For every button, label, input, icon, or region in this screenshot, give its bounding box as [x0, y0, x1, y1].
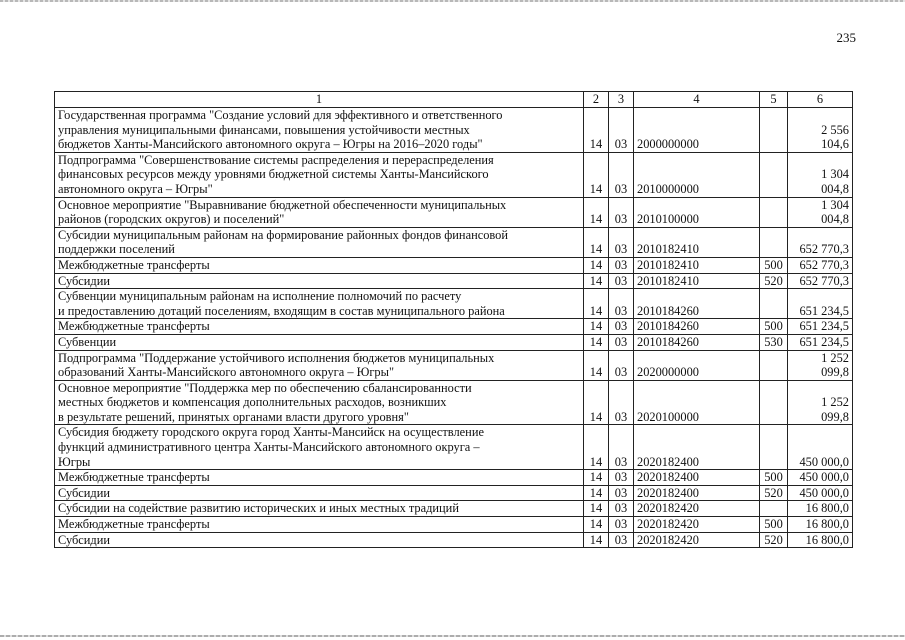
row-target-code: 2010100000	[634, 197, 760, 227]
table-row	[55, 152, 853, 197]
row-amount: 652 770,3	[788, 227, 853, 257]
row-section: 14	[584, 334, 609, 350]
row-target-code: 2010182410	[634, 273, 760, 289]
row-section: 14	[584, 470, 609, 486]
row-section: 14	[584, 227, 609, 257]
row-subsection: 03	[609, 197, 634, 227]
row-expense-type	[760, 289, 788, 319]
row-amount: 652 770,3	[788, 257, 853, 273]
row-name: Субсидии	[55, 532, 584, 548]
table-row	[55, 227, 853, 257]
table-row	[55, 289, 853, 319]
row-name: Субсидии	[55, 485, 584, 501]
row-target-code: 2010182410	[634, 257, 760, 273]
row-subsection: 03	[609, 380, 634, 425]
row-subsection: 03	[609, 273, 634, 289]
row-target-code: 2000000000	[634, 108, 760, 153]
row-section: 14	[584, 108, 609, 153]
row-expense-type: 500	[760, 517, 788, 533]
row-section: 14	[584, 197, 609, 227]
row-target-code: 2010184260	[634, 319, 760, 335]
row-section: 14	[584, 289, 609, 319]
row-amount: 16 800,0	[788, 517, 853, 533]
row-subsection: 03	[609, 319, 634, 335]
row-target-code: 2020182420	[634, 517, 760, 533]
row-section: 14	[584, 425, 609, 470]
row-target-code: 2010184260	[634, 289, 760, 319]
row-target-code: 2020100000	[634, 380, 760, 425]
row-section: 14	[584, 273, 609, 289]
row-target-code: 2020182400	[634, 470, 760, 486]
row-subsection: 03	[609, 425, 634, 470]
row-subsection: 03	[609, 470, 634, 486]
row-section: 14	[584, 485, 609, 501]
row-subsection: 03	[609, 257, 634, 273]
header-row	[55, 92, 853, 108]
row-expense-type	[760, 501, 788, 517]
row-expense-type	[760, 380, 788, 425]
row-name: Межбюджетные трансферты	[55, 517, 584, 533]
row-name: Основное мероприятие "Поддержка мер по обеспечению сбалансированности местных бюджетов и компенсация дополнительных расходов, возникших в результате решений, принятых органами власти другого уровня"	[55, 380, 584, 425]
budget-table	[54, 91, 853, 548]
row-amount: 16 800,0	[788, 532, 853, 548]
table-row	[55, 108, 853, 153]
row-subsection: 03	[609, 517, 634, 533]
row-target-code: 2020000000	[634, 350, 760, 380]
row-section: 14	[584, 257, 609, 273]
row-section: 14	[584, 501, 609, 517]
row-target-code: 2020182420	[634, 532, 760, 548]
row-target-code: 2010000000	[634, 152, 760, 197]
row-target-code: 2010184260	[634, 334, 760, 350]
row-expense-type: 500	[760, 470, 788, 486]
table-row	[55, 470, 853, 486]
row-target-code: 2020182400	[634, 485, 760, 501]
row-name: Подпрограмма "Поддержание устойчивого исполнения бюджетов муниципальных образований Ханты-Мансийского автономного округа – Югры"	[55, 350, 584, 380]
row-name: Субвенции	[55, 334, 584, 350]
row-amount: 651 234,5	[788, 319, 853, 335]
header-cell: 4	[634, 92, 760, 108]
row-expense-type	[760, 108, 788, 153]
row-name: Субвенции муниципальным районам на исполнение полномочий по расчету и предоставлению дотаций поселениям, входящим в состав муниципального района	[55, 289, 584, 319]
row-name: Государственная программа "Создание условий для эффективного и ответственного управления муниципальными финансами, повышения устойчивости местных бюджетов Ханты-Мансийского автономного округа – Югры на 2016–2020 годы"	[55, 108, 584, 153]
row-subsection: 03	[609, 485, 634, 501]
row-subsection: 03	[609, 532, 634, 548]
page-number: 235	[836, 30, 856, 45]
row-amount: 450 000,0	[788, 485, 853, 501]
row-amount: 450 000,0	[788, 425, 853, 470]
row-name: Межбюджетные трансферты	[55, 470, 584, 486]
row-section: 14	[584, 517, 609, 533]
row-name: Основное мероприятие "Выравнивание бюджетной обеспеченности муниципальных районов (городских округов) и поселений"	[55, 197, 584, 227]
row-name: Субсидии на содействие развитию исторических и иных местных традиций	[55, 501, 584, 517]
table-row	[55, 319, 853, 335]
scan-bottom-edge	[0, 635, 905, 637]
table-row	[55, 257, 853, 273]
table-row	[55, 350, 853, 380]
row-amount: 651 234,5	[788, 334, 853, 350]
row-section: 14	[584, 319, 609, 335]
row-subsection: 03	[609, 350, 634, 380]
row-target-code: 2020182400	[634, 425, 760, 470]
row-subsection: 03	[609, 334, 634, 350]
row-amount: 450 000,0	[788, 470, 853, 486]
row-expense-type	[760, 152, 788, 197]
table-row	[55, 334, 853, 350]
row-expense-type: 520	[760, 485, 788, 501]
row-amount: 2 556 104,6	[788, 108, 853, 153]
table-row	[55, 501, 853, 517]
row-name: Подпрограмма "Совершенствование системы распределения и перераспределения финансовых ресурсов между уровнями бюджетной системы Ханты-Мансийского автономного округа – Югры"	[55, 152, 584, 197]
row-section: 14	[584, 350, 609, 380]
table-row	[55, 380, 853, 425]
row-expense-type: 520	[760, 273, 788, 289]
row-name: Межбюджетные трансферты	[55, 319, 584, 335]
row-expense-type	[760, 425, 788, 470]
row-amount: 1 252 099,8	[788, 350, 853, 380]
row-name: Субсидии	[55, 273, 584, 289]
row-subsection: 03	[609, 289, 634, 319]
row-amount: 1 304 004,8	[788, 152, 853, 197]
scan-top-edge	[0, 0, 905, 2]
row-name: Субсидии муниципальным районам на формирование районных фондов финансовой поддержки поселений	[55, 227, 584, 257]
table-row	[55, 197, 853, 227]
table-body	[55, 108, 853, 548]
row-target-code: 2010182410	[634, 227, 760, 257]
row-subsection: 03	[609, 227, 634, 257]
row-expense-type	[760, 227, 788, 257]
header-cell: 5	[760, 92, 788, 108]
row-section: 14	[584, 532, 609, 548]
header-cell: 3	[609, 92, 634, 108]
row-amount: 16 800,0	[788, 501, 853, 517]
row-expense-type: 500	[760, 257, 788, 273]
header-cell: 2	[584, 92, 609, 108]
table-row	[55, 532, 853, 548]
row-expense-type	[760, 350, 788, 380]
row-amount: 652 770,3	[788, 273, 853, 289]
row-name: Субсидия бюджету городского округа город Ханты-Мансийск на осуществление функций административного центра Ханты-Мансийского автономного округа – Югры	[55, 425, 584, 470]
row-subsection: 03	[609, 108, 634, 153]
header-cell: 1	[55, 92, 584, 108]
row-name: Межбюджетные трансферты	[55, 257, 584, 273]
row-amount: 1 304 004,8	[788, 197, 853, 227]
row-amount: 651 234,5	[788, 289, 853, 319]
table-row	[55, 425, 853, 470]
row-expense-type: 500	[760, 319, 788, 335]
row-subsection: 03	[609, 501, 634, 517]
table-row	[55, 273, 853, 289]
row-subsection: 03	[609, 152, 634, 197]
row-expense-type	[760, 197, 788, 227]
row-amount: 1 252 099,8	[788, 380, 853, 425]
row-expense-type: 530	[760, 334, 788, 350]
table-row	[55, 517, 853, 533]
header-cell: 6	[788, 92, 853, 108]
row-expense-type: 520	[760, 532, 788, 548]
row-section: 14	[584, 380, 609, 425]
row-section: 14	[584, 152, 609, 197]
row-target-code: 2020182420	[634, 501, 760, 517]
table-row	[55, 485, 853, 501]
